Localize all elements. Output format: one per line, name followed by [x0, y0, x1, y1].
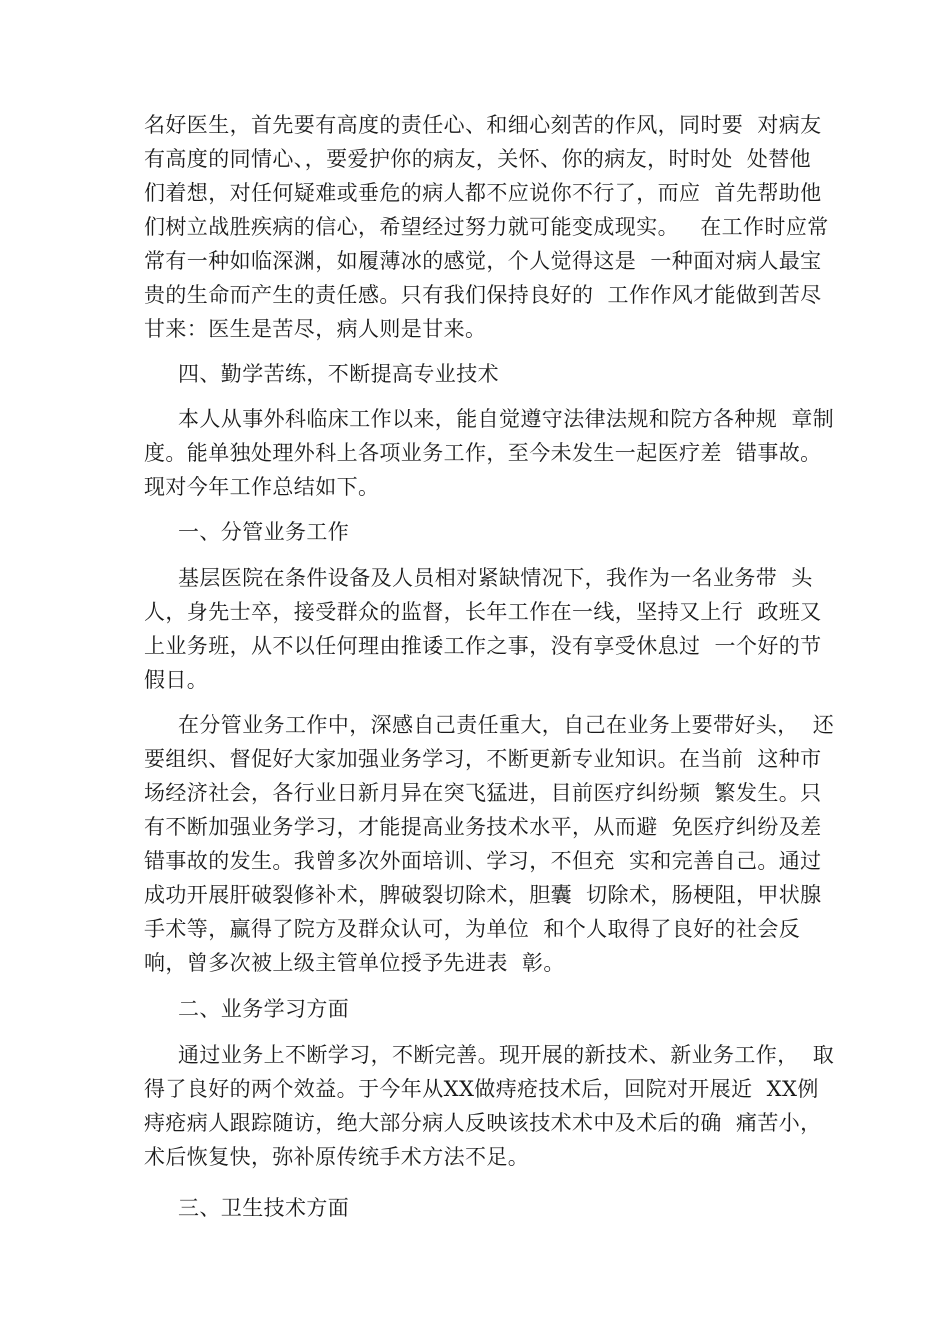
text-line: 们着想，对任何疑难或垂危的病人都不应说你不行了，而应 首先帮助他	[144, 181, 822, 205]
text-line: 在分管业务工作中，深感自己责任重大，自己在业务上要带好头， 还	[178, 713, 835, 737]
section-heading: 二、业务学习方面	[178, 997, 350, 1021]
text-line: 成功开展肝破裂修补术，脾破裂切除术，胆囊 切除术，肠梗阻，甲状腺	[144, 883, 822, 907]
section-heading: 三、卫生技术方面	[178, 1196, 350, 1220]
text-line: 场经济社会，各行业日新月异在突飞猛进，目前医疗纠纷频 繁发生。只	[144, 781, 822, 805]
text-line: 度。能单独处理外科上各项业务工作，至今未发生一起医疗差 错事故。	[144, 441, 822, 465]
text-line: 本人从事外科临床工作以来，能自觉遵守法律法规和院方各种规 章制	[178, 407, 835, 431]
text-line: 通过业务上不断学习，不断完善。现开展的新技术、新业务工作， 取	[178, 1043, 835, 1067]
text-line: 现对今年工作总结如下。	[144, 475, 380, 499]
text-line: 人，身先士卒，接受群众的监督，长年工作在一线，坚持又上行 政班又	[144, 600, 822, 624]
text-line: 常有一种如临深渊，如履薄冰的感觉，个人觉得这是 一种面对病人最宝	[144, 249, 822, 273]
text-line: 上业务班，从不以任何理由推诿工作之事，没有享受休息过 一个好的节	[144, 634, 822, 658]
text-line: 甘来：医生是苦尽，病人则是甘来。	[144, 317, 487, 341]
text-line: 术后恢复快，弥补原传统手术方法不足。	[144, 1145, 530, 1169]
section-heading: 一、分管业务工作	[178, 520, 350, 544]
text-line: 们树立战胜疾病的信心，希望经过努力就可能变成现实。 在工作时应常	[144, 215, 829, 239]
text-line: 有不断加强业务学习，才能提高业务技术水平，从而避 免医疗纠纷及差	[144, 815, 822, 839]
section-heading: 四、勤学苦练，不断提高专业技术	[178, 362, 499, 386]
text-line: 名好医生，首先要有高度的责任心、和细心刻苦的作风，同时要 对病友	[144, 113, 822, 137]
text-line: 基层医院在条件设备及人员相对紧缺情况下，我作为一名业务带 头	[178, 566, 813, 590]
text-line: 贵的生命而产生的责任感。只有我们保持良好的 工作作风才能做到苦尽	[144, 283, 822, 307]
text-line: 有高度的同情心、，要爱护你的病友，关怀、你的病友，时时处 处替他	[144, 147, 812, 171]
text-line: 响，曾多次被上级主管单位授予先进表 彰。	[144, 951, 565, 975]
text-line: 得了良好的两个效益。于今年从XX做痔疮技术后，回院对开展近 XX例	[144, 1077, 819, 1101]
text-line: 痔疮病人跟踪随访，绝大部分病人反映该技术术中及术后的确 痛苦小，	[144, 1111, 822, 1135]
text-line: 假日。	[144, 668, 209, 692]
text-line: 错事故的发生。我曾多次外面培训、学习，不但充 实和完善自己。通过	[144, 849, 822, 873]
text-line: 要组织、督促好大家加强业务学习，不断更新专业知识。在当前 这种市	[144, 747, 822, 771]
text-line: 手术等，赢得了院方及群众认可，为单位 和个人取得了良好的社会反	[144, 917, 801, 941]
